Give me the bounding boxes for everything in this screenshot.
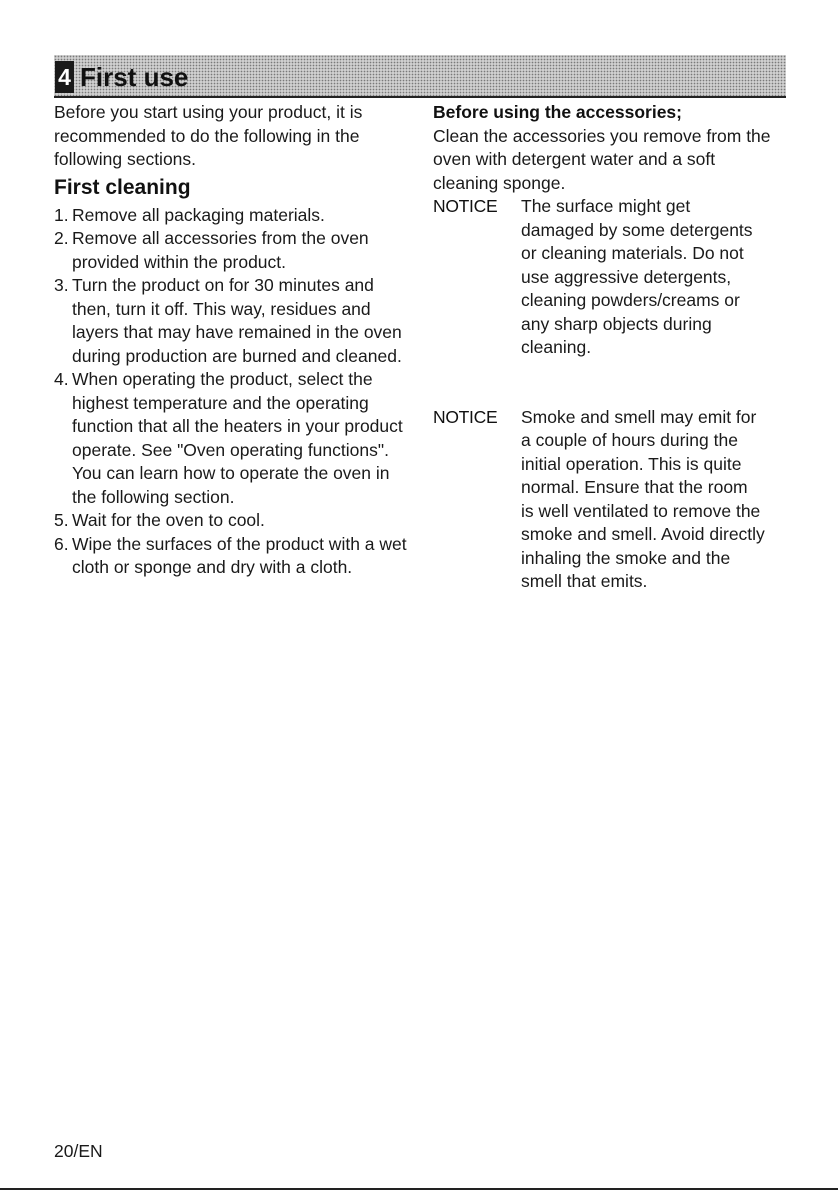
right-column: [433, 101, 785, 594]
step-text: When operating the product, select the highest temperature and the operating function that all the heaters in your product operate. See "Oven operating functions". You can learn how to operate the oven in the following section.: [72, 369, 403, 507]
step-number: 1.: [54, 204, 69, 225]
list-item: [54, 533, 409, 580]
list-item: [54, 204, 409, 228]
step-number: 4.: [54, 369, 69, 389]
intro-paragraph: Before you start using your product, it is recommended to do the following in the following sections.: [54, 102, 363, 169]
step-number: 5.: [54, 510, 69, 530]
cleaning-steps-list: [54, 204, 409, 580]
chapter-title: First use: [80, 62, 189, 92]
step-number: 6.: [54, 533, 69, 554]
step-text: Wipe the surfaces of the product with a wet cloth or sponge and dry with a cloth.: [72, 533, 407, 577]
step-text: Remove all packaging materials.: [72, 204, 325, 225]
left-column: [54, 101, 409, 580]
list-item: [54, 509, 409, 533]
notice-label: NOTICE: [433, 406, 498, 427]
notice-block: [433, 406, 785, 594]
list-item: [54, 227, 409, 274]
chapter-number: 4: [55, 61, 74, 93]
step-text: Turn the product on for 30 minutes and then, turn it off. This way, residues and layers that may have remained in the oven during production are burned and cleaned.: [72, 275, 402, 366]
section-heading-accessories: Before using the accessories;: [433, 102, 682, 122]
accessories-paragraph: Clean the accessories you remove from the oven with detergent water and a soft cleaning sponge.: [433, 125, 771, 193]
page-number: 20/EN: [54, 1141, 103, 1161]
notice-text: The surface might get damaged by some detergents or cleaning materials. Do not use aggressive detergents, cleaning powders/creams or any sharp objects during cleaning.: [521, 196, 753, 357]
step-text: Wait for the oven to cool.: [72, 510, 265, 530]
notice-label: NOTICE: [433, 196, 498, 216]
step-number: 2.: [54, 228, 69, 248]
notice-text: Smoke and smell may emit for a couple of hours during the initial operation. This is quite normal. Ensure that the room is well ventilated to remove the smoke and smell. Avoid directly inhaling the smoke and the smell that emits.: [521, 406, 765, 591]
step-number: 3.: [54, 275, 69, 295]
section-heading-first-cleaning: First cleaning: [54, 175, 191, 199]
list-item: [54, 274, 409, 368]
notice-block: [433, 195, 785, 360]
list-item: [54, 368, 409, 509]
footer-divider: [0, 1188, 838, 1190]
step-text: Remove all accessories from the oven provided within the product.: [72, 228, 369, 272]
chapter-title-bar: [54, 55, 786, 98]
